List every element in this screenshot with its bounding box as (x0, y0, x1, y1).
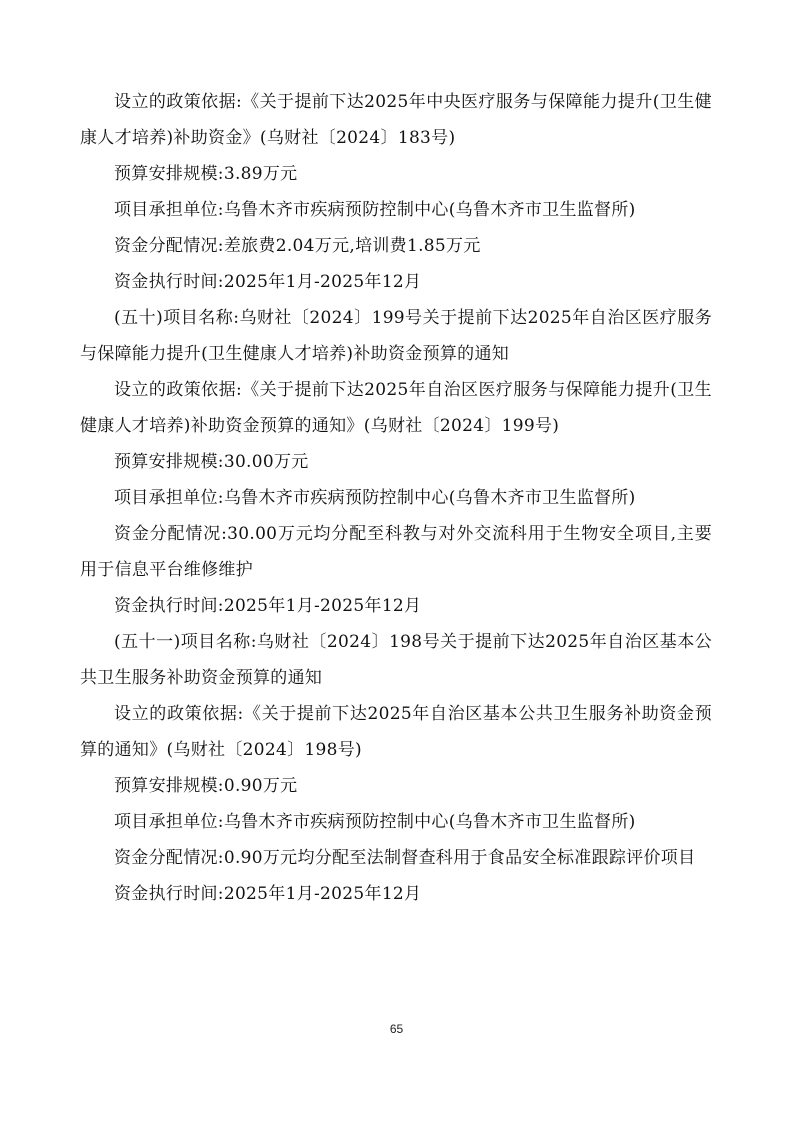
execution-time-paragraph: 资金执行时间:2025年1月-2025年12月 (114, 596, 422, 616)
budget-scale-paragraph: 预算安排规模:0.90万元 (114, 776, 298, 796)
policy-basis-paragraph: 设立的政策依据:《关于提前下达2025年自治区医疗服务与保障能力提升(卫生健康人才培养)补助资金预算的通知》(乌财社〔2024〕199号) (80, 380, 712, 436)
project-name-heading: (五十一)项目名称:乌财社〔2024〕198号关于提前下达2025年自治区基本公共卫生服务补助资金预算的通知 (80, 632, 712, 688)
undertaking-unit-paragraph: 项目承担单位:乌鲁木齐市疾病预防控制中心(乌鲁木齐市卫生监督所) (114, 200, 636, 220)
budget-scale-paragraph: 预算安排规模:3.89万元 (114, 164, 298, 184)
document-body (80, 84, 712, 912)
undertaking-unit-paragraph: 项目承担单位:乌鲁木齐市疾病预防控制中心(乌鲁木齐市卫生监督所) (114, 812, 636, 832)
fund-allocation-paragraph: 资金分配情况:0.90万元均分配至法制督查科用于食品安全标准跟踪评价项目 (114, 848, 696, 868)
fund-allocation-paragraph: 资金分配情况:30.00万元均分配至科教与对外交流科用于生物安全项目,主要用于信息平台维修维护 (80, 524, 712, 580)
page-number: 65 (389, 1022, 404, 1036)
policy-basis-paragraph: 设立的政策依据:《关于提前下达2025年中央医疗服务与保障能力提升(卫生健康人才培养)补助资金》(乌财社〔2024〕183号) (80, 92, 712, 148)
undertaking-unit-paragraph: 项目承担单位:乌鲁木齐市疾病预防控制中心(乌鲁木齐市卫生监督所) (114, 488, 636, 508)
execution-time-paragraph: 资金执行时间:2025年1月-2025年12月 (114, 272, 422, 292)
project-name-heading: (五十)项目名称:乌财社〔2024〕199号关于提前下达2025年自治区医疗服务与保障能力提升(卫生健康人才培养)补助资金预算的通知 (80, 308, 712, 364)
execution-time-paragraph: 资金执行时间:2025年1月-2025年12月 (114, 884, 422, 904)
fund-allocation-paragraph: 资金分配情况:差旅费2.04万元,培训费1.85万元 (114, 236, 481, 256)
budget-scale-paragraph: 预算安排规模:30.00万元 (114, 452, 309, 472)
policy-basis-paragraph: 设立的政策依据:《关于提前下达2025年自治区基本公共卫生服务补助资金预算的通知》(乌财社〔2024〕198号) (80, 704, 712, 760)
